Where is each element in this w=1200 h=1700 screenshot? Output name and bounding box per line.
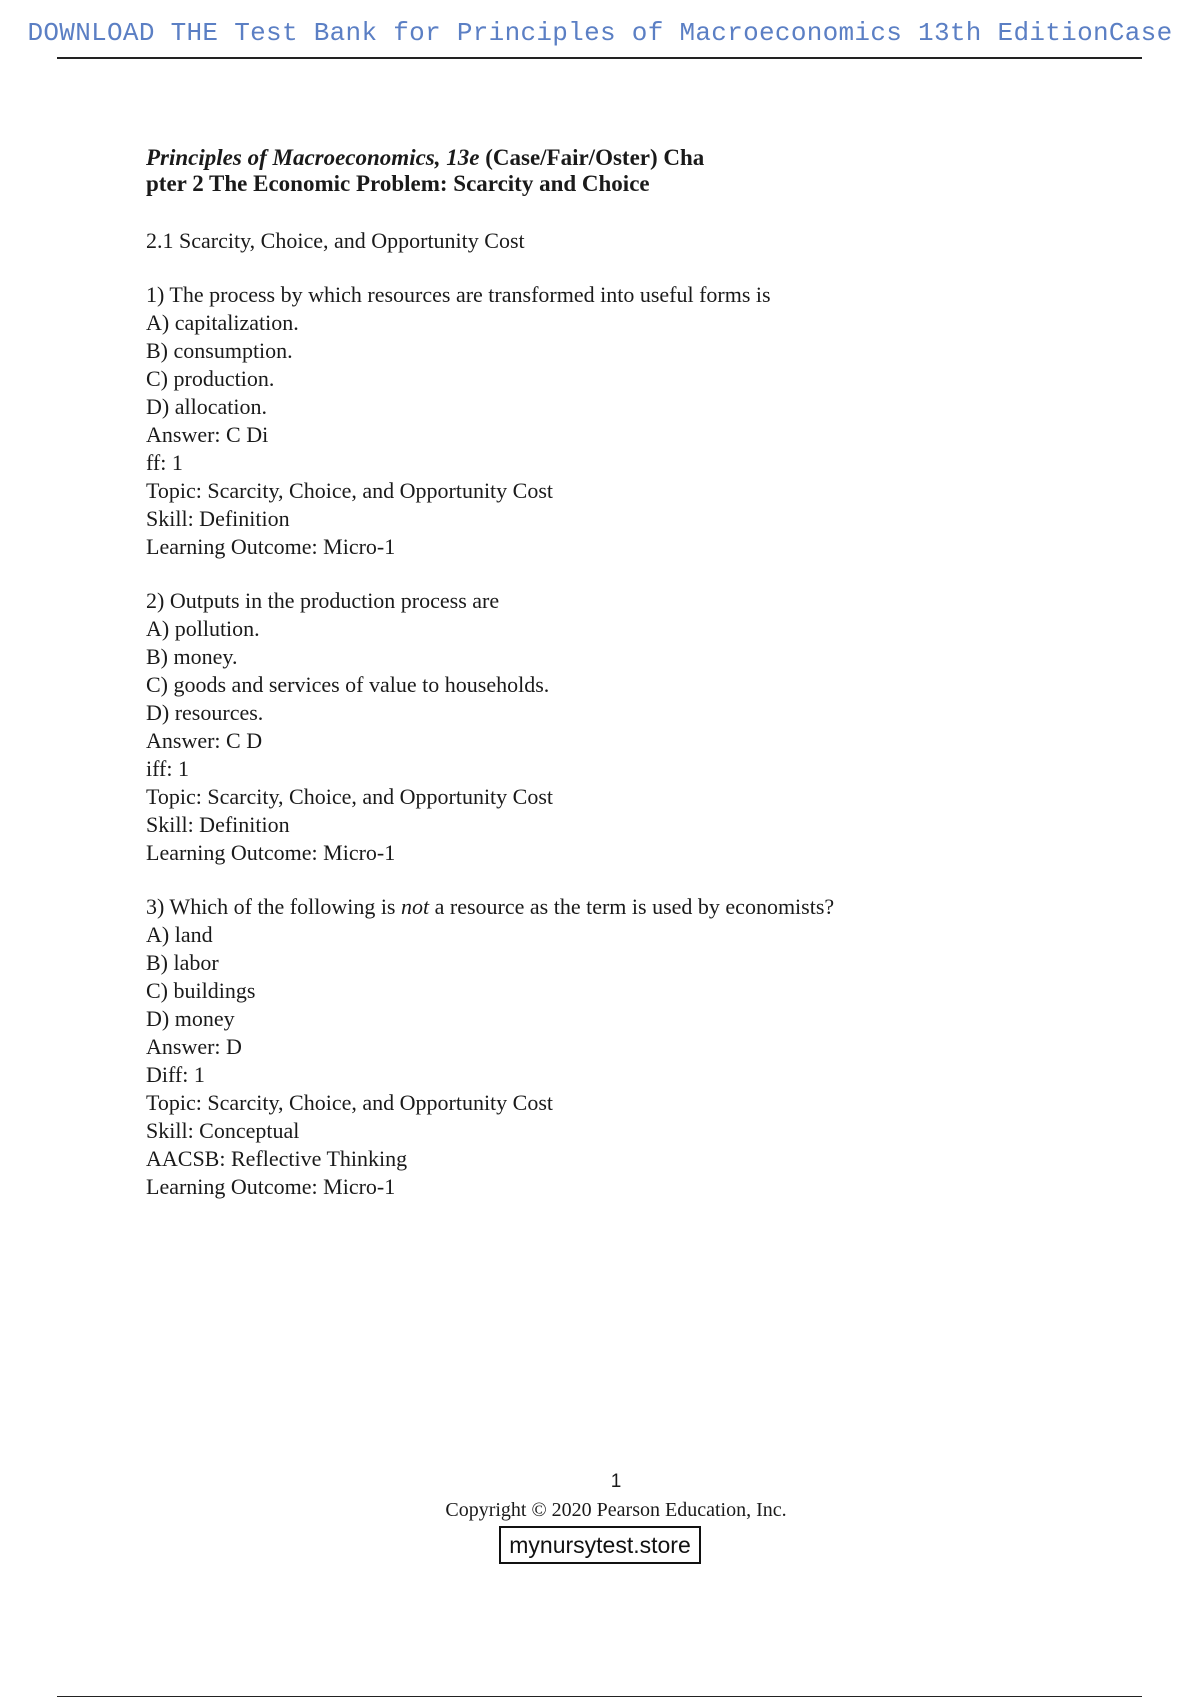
book-title: Principles of Macroeconomics, 13e [146, 145, 480, 170]
answer: Answer: C D [146, 728, 263, 753]
option-d: D) allocation. [146, 394, 267, 419]
chapter-title [146, 145, 746, 197]
title-authors: (Case/Fair/Oster) Cha [479, 145, 705, 170]
option-a: A) pollution. [146, 616, 260, 641]
skill: Skill: Definition [146, 812, 290, 837]
option-a: A) capitalization. [146, 310, 299, 335]
question-stem: 2) Outputs in the production process are [146, 588, 500, 613]
difficulty: ff: 1 [146, 450, 183, 475]
skill: Skill: Definition [146, 506, 290, 531]
question-3 [146, 893, 1046, 1201]
page-footer [0, 1470, 1200, 1564]
learning-outcome: Learning Outcome: Micro-1 [146, 840, 396, 865]
question-1 [146, 281, 1046, 561]
stem-after: a resource as the term is used by economists? [429, 894, 835, 919]
copyright-notice: Copyright © 2020 Pearson Education, Inc. [445, 1499, 787, 1521]
topic: Topic: Scarcity, Choice, and Opportunity Cost [146, 1090, 554, 1115]
difficulty: iff: 1 [146, 756, 189, 781]
section-heading: 2.1 Scarcity, Choice, and Opportunity Cost [146, 228, 525, 253]
question-stem: 1) The process by which resources are transformed into useful forms is [146, 282, 771, 307]
option-c: C) production. [146, 366, 275, 391]
stem-before: 3) Which of the following is [146, 894, 401, 919]
skill: Skill: Conceptual [146, 1118, 300, 1143]
option-d: D) resources. [146, 700, 264, 725]
title-chapter: pter 2 The Economic Problem: Scarcity and Choice [146, 171, 650, 196]
option-d: D) money [146, 1006, 235, 1031]
page-number: 1 [610, 1471, 622, 1492]
stem-emphasis: not [401, 894, 430, 919]
option-a: A) land [146, 922, 213, 947]
option-b: B) money. [146, 644, 238, 669]
store-link[interactable]: mynursytest.store [499, 1526, 701, 1564]
top-divider [57, 57, 1142, 59]
learning-outcome: Learning Outcome: Micro-1 [146, 534, 396, 559]
topic: Topic: Scarcity, Choice, and Opportunity Cost [146, 784, 554, 809]
learning-outcome: Learning Outcome: Micro-1 [146, 1174, 396, 1199]
download-banner[interactable]: DOWNLOAD THE Test Bank for Principles of Macroeconomics 13th EditionCase [27, 18, 1173, 48]
answer: Answer: C Di [146, 422, 269, 447]
question-2 [146, 587, 1046, 867]
aacsb: AACSB: Reflective Thinking [146, 1146, 408, 1171]
question-stem [146, 893, 1046, 921]
bottom-divider [57, 1696, 1142, 1697]
option-b: B) consumption. [146, 338, 293, 363]
answer: Answer: D [146, 1034, 242, 1059]
document-body [146, 145, 1046, 1201]
option-c: C) goods and services of value to households. [146, 672, 550, 697]
option-b: B) labor [146, 950, 219, 975]
topic: Topic: Scarcity, Choice, and Opportunity Cost [146, 478, 554, 503]
option-c: C) buildings [146, 978, 256, 1003]
difficulty: Diff: 1 [146, 1062, 205, 1087]
